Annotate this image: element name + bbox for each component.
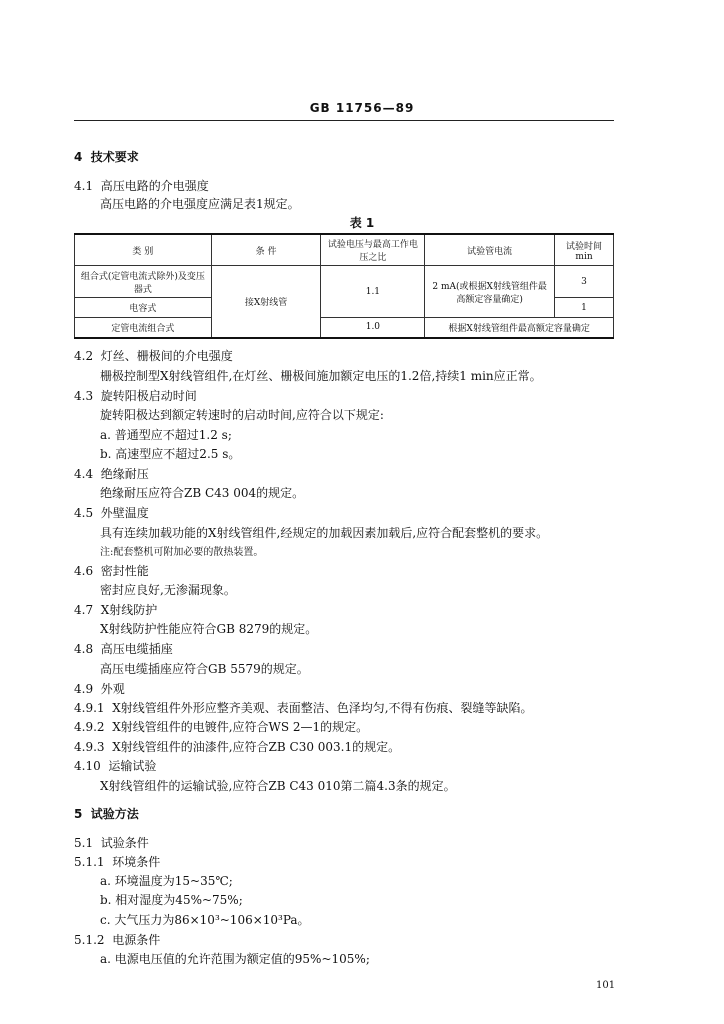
section-text: X射线管组件外形应整齐美观、表面整洁、色泽均匀,不得有伤痕、裂缝等缺陷。 [112,701,533,715]
section-text: 栅极控制型X射线管组件,在灯丝、栅极间施加额定电压的1.2倍,持续1 min应正常。 [100,369,542,383]
header-time-unit: min [575,251,593,262]
section-4-9-2 [74,719,368,735]
section-number: 4.5 [74,506,94,520]
section-4-3-heading [74,388,197,404]
section-number: 4.6 [74,564,94,578]
cell-category: 定管电流组合式 [75,318,212,338]
standard-code-header: GB 11756—89 [309,101,415,115]
section-number: 5.1.2 [74,933,105,947]
section-title: 高压电缆插座 [100,642,173,656]
header-voltage: 试验电压与最高工作电压之比 [321,234,425,266]
list-item: b. 高速型应不超过2.5 s。 [100,447,241,461]
section-text: 密封应良好,无渗漏现象。 [100,583,236,597]
section-title: 运输试验 [108,759,157,773]
dielectric-strength-table [74,233,614,339]
section-number: 4.7 [74,603,94,617]
header-time [555,234,614,266]
section-5-heading [74,806,139,822]
section-text: X射线管组件的油漆件,应符合ZB C30 003.1的规定。 [112,740,401,754]
section-4-10-heading [74,758,156,774]
table-row [75,318,614,338]
section-number: 4.2 [74,349,94,363]
section-4-7-heading [74,602,157,618]
section-number: 4.8 [74,642,94,656]
section-4-5-heading [74,505,149,521]
section-text: 具有连续加载功能的X射线管组件,经规定的加载因素加载后,应符合配套整机的要求。 [100,526,549,540]
header-time-label: 试验时间 [566,241,603,252]
cell-condition: 接X射线管 [211,266,321,338]
header-rule [74,120,614,121]
list-item: a. 普通型应不超过1.2 s; [100,428,232,442]
table-caption: 表 1 [349,216,375,230]
section-title: 高压电路的介电强度 [100,179,209,193]
section-5-1-2-heading [74,932,160,948]
section-4-6-heading [74,563,149,579]
cell-time: 1 [555,298,614,318]
list-item: b. 相对湿度为45%~75%; [100,893,243,907]
header-category: 类 别 [75,234,212,266]
section-number: 5.1 [74,836,94,850]
section-4-8-heading [74,641,173,657]
section-4-9-3 [74,739,400,755]
section-4-9-heading [74,681,125,697]
section-title: 旋转阳极启动时间 [100,389,197,403]
section-5-1-heading [74,835,149,851]
section-title: 环境条件 [112,855,161,869]
cell-category: 组合式(定管电流式除外)及变压器式 [75,266,212,298]
section-5-1-1-heading [74,854,160,870]
list-item: a. 电源电压值的允许范围为额定值的95%~105%; [100,952,370,966]
header-current: 试验管电流 [425,234,555,266]
cell-voltage: 1.0 [321,318,425,338]
section-number: 4.3 [74,389,94,403]
section-title: X射线防护 [100,603,158,617]
section-title: 灯丝、栅极间的介电强度 [100,349,233,363]
section-title: 电源条件 [112,933,161,947]
cell-current: 根据X射线管组件最高额定容量确定 [425,318,614,338]
cell-voltage: 1.1 [321,266,425,318]
section-title: 外壁温度 [100,506,149,520]
list-item: a. 环境温度为15~35℃; [100,874,233,888]
table-header-row [75,234,614,266]
section-number: 4.9.3 [74,740,105,754]
section-4-4-heading [74,466,149,482]
list-item: c. 大气压力为86×10³~106×10³Pa。 [100,913,310,927]
header-condition: 条 件 [211,234,321,266]
section-number: 4.9.2 [74,720,105,734]
section-note: 注:配套整机可附加必要的散热装置。 [100,547,264,558]
section-4-heading [74,149,139,165]
section-title: 绝缘耐压 [100,467,149,481]
section-text: X射线管组件的运输试验,应符合ZB C43 010第二篇4.3条的规定。 [100,779,456,793]
section-title: 密封性能 [100,564,149,578]
cell-current: 2 mA(或根据X射线管组件最高额定容量确定) [425,266,555,318]
section-title: 试验方法 [90,807,139,821]
cell-time: 3 [555,266,614,298]
section-title: 技术要求 [90,150,139,164]
section-text: 高压电缆插座应符合GB 5579的规定。 [100,662,309,676]
section-text: 高压电路的介电强度应满足表1规定。 [100,197,300,211]
section-text: 绝缘耐压应符合ZB C43 004的规定。 [100,486,305,500]
section-title: 试验条件 [100,836,149,850]
section-number: 4.9 [74,682,94,696]
section-number: 4 [74,150,83,164]
section-number: 4.1 [74,179,94,193]
section-text: X射线管组件的电镀件,应符合WS 2—1的规定。 [112,720,369,734]
page-number: 101 [596,980,616,991]
cell-category: 电容式 [75,298,212,318]
section-4-2-heading [74,348,233,364]
section-title: 外观 [100,682,125,696]
section-number: 5 [74,807,83,821]
table-row [75,266,614,298]
section-4-1-heading [74,178,209,194]
section-number: 5.1.1 [74,855,105,869]
section-4-9-1 [74,700,533,716]
section-number: 4.4 [74,467,94,481]
section-number: 4.9.1 [74,701,105,715]
section-text: X射线防护性能应符合GB 8279的规定。 [100,622,318,636]
section-text: 旋转阳极达到额定转速时的启动时间,应符合以下规定: [100,408,384,422]
section-number: 4.10 [74,759,101,773]
